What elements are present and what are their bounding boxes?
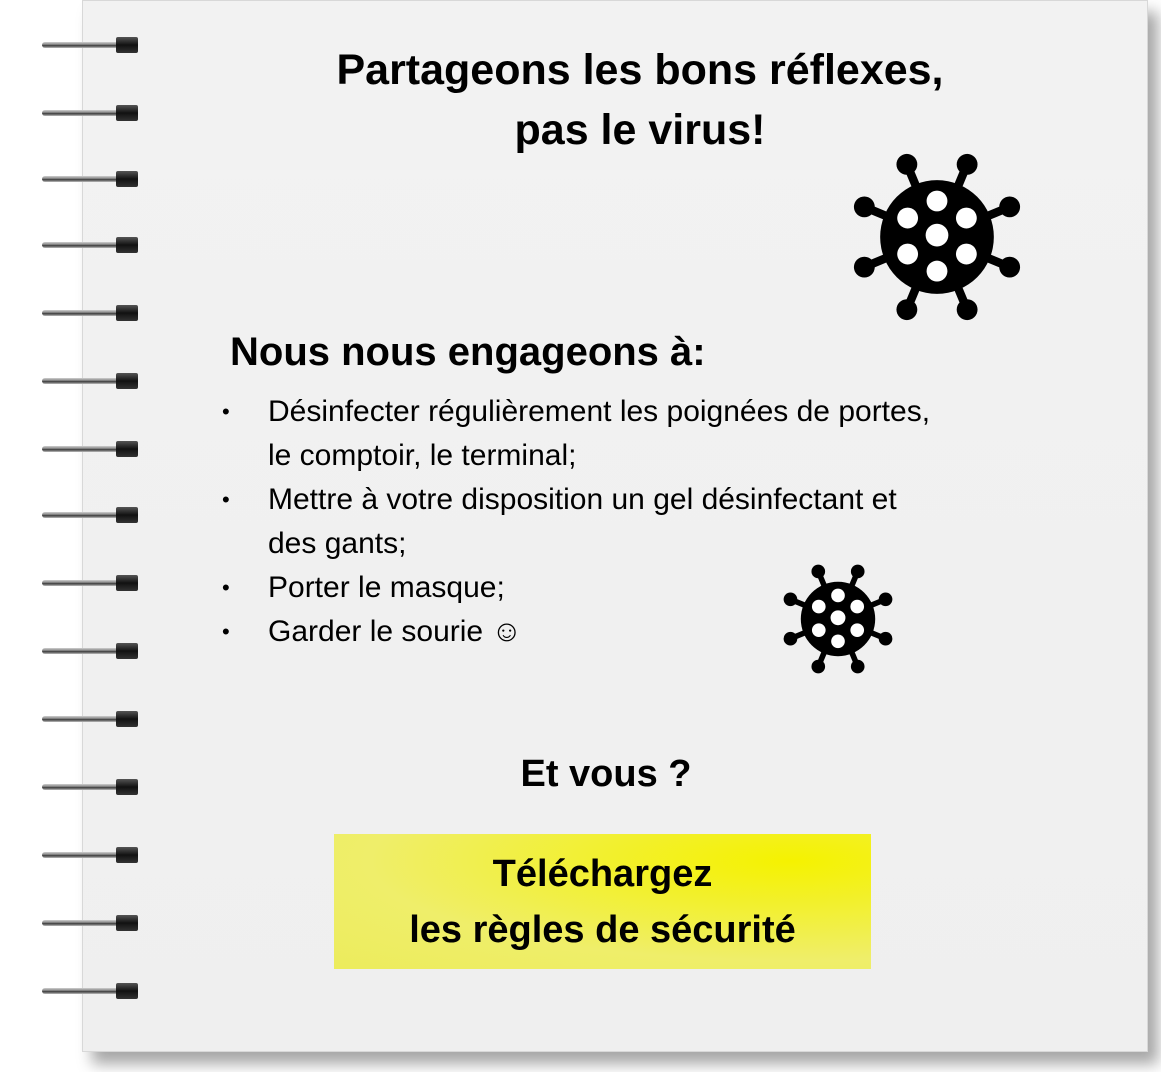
spiral-binding-icon: [42, 169, 140, 189]
spiral-binding-icon: [42, 709, 140, 729]
title-line-2: pas le virus!: [514, 106, 766, 154]
download-button-line-1: Téléchargez: [492, 852, 713, 895]
virus-icon: [842, 147, 1032, 327]
spiral-binding-icon: [42, 103, 140, 123]
list-item-text: Garder le sourie ☺: [268, 615, 523, 648]
spiral-binding-icon: [42, 573, 140, 593]
title-line-1: Partageons les bons réflexes,: [336, 46, 944, 94]
spiral-binding-icon: [42, 439, 140, 459]
spiral-binding-icon: [42, 505, 140, 525]
spiral-binding-icon: [42, 913, 140, 933]
spiral-binding-icon: [42, 35, 140, 55]
spiral-binding-icon: [42, 845, 140, 865]
list-item-text: Mettre à votre disposition un gel désinfectant et des gants;: [268, 483, 897, 560]
list-item: [222, 390, 942, 478]
list-item: [222, 478, 942, 566]
outro-question: Et vous ?: [520, 753, 692, 795]
spiral-binding-icon: [42, 981, 140, 1001]
spiral-binding-icon: [42, 371, 140, 391]
page-title: [240, 40, 1040, 160]
download-rules-button[interactable]: [334, 834, 871, 969]
virus-icon: [776, 560, 900, 678]
commitments-heading: Nous nous engageons à:: [230, 330, 706, 374]
download-button-line-2: les règles de sécurité: [409, 908, 796, 951]
spiral-binding-icon: [42, 303, 140, 323]
bullet: •: [222, 575, 230, 600]
list-item-text: Porter le masque;: [268, 571, 505, 604]
spiral-binding: [0, 0, 150, 1072]
bullet: •: [222, 619, 230, 644]
bullet: •: [222, 399, 230, 424]
spiral-binding-icon: [42, 235, 140, 255]
spiral-binding-icon: [42, 641, 140, 661]
bullet: •: [222, 487, 230, 512]
spiral-binding-icon: [42, 777, 140, 797]
list-item-text: Désinfecter régulièrement les poignées de portes, le comptoir, le terminal;: [268, 395, 931, 472]
